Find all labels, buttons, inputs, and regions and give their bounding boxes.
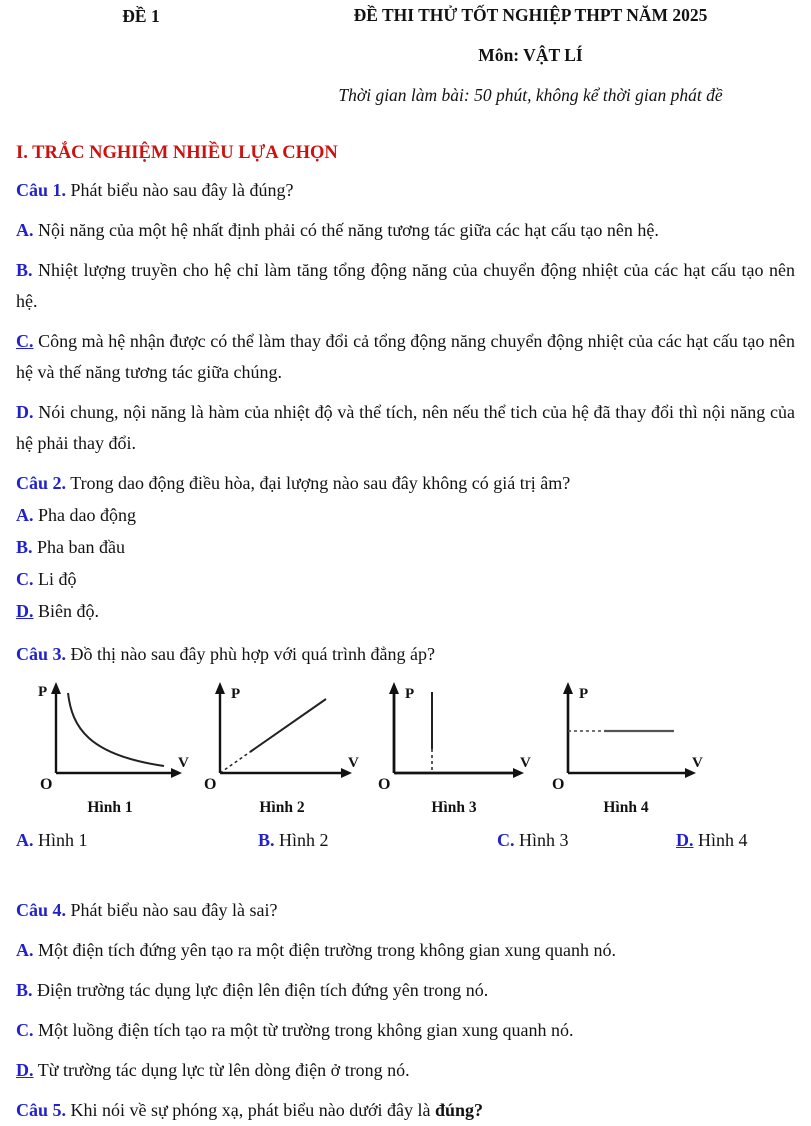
option-d-text: Từ trường tác dụng lực từ lên dòng điện ở trong nó.	[37, 1060, 410, 1080]
question-4-option-d	[16, 1055, 795, 1086]
question-3	[16, 639, 795, 856]
option-a-label: A.	[16, 220, 34, 240]
pv-graph-vertical-line	[374, 681, 546, 793]
spacer	[16, 856, 795, 886]
option-c-label: C.	[16, 331, 34, 351]
option-c-label: C.	[16, 1020, 34, 1040]
origin-label: O	[204, 776, 217, 793]
option-c-label: C.	[16, 569, 34, 589]
exam-header-center	[266, 4, 795, 106]
option-d-label: D.	[16, 402, 34, 422]
question-1-option-d	[16, 397, 795, 459]
v-axis-label: V	[692, 755, 703, 771]
question-4-option-b	[16, 975, 795, 1006]
question-2-option-a	[16, 500, 795, 531]
option-a-label: A.	[16, 830, 34, 850]
isotherm-curve	[68, 693, 164, 766]
question-5	[16, 1095, 795, 1126]
question-1-option-c	[16, 326, 795, 388]
question-3-stem: Đồ thị nào sau đây phù hợp với quá trình đẳng áp?	[70, 644, 435, 664]
option-d-text: Hình 4	[698, 830, 748, 850]
exam-subject: Môn: VẬT LÍ	[478, 45, 583, 65]
option-b-text: Hình 2	[279, 830, 329, 850]
question-4-text	[16, 895, 795, 926]
question-1-stem: Phát biểu nào sau đây là đúng?	[70, 180, 294, 200]
v-axis-label: V	[348, 755, 359, 771]
question-3-option-c	[497, 825, 676, 856]
v-axis-label: V	[178, 755, 189, 771]
option-b-text: Điện trường tác dụng lực điện lên điện tích đứng yên trong nó.	[37, 980, 489, 1000]
question-2-option-b	[16, 532, 795, 563]
option-b-label: B.	[16, 537, 33, 557]
pv-graph-hyperbola	[30, 681, 202, 793]
option-a-text: Hình 1	[38, 830, 88, 850]
question-2-text	[16, 468, 795, 499]
figure-caption: Hình 3	[431, 799, 477, 816]
option-b-text: Nhiệt lượng truyền cho hệ chỉ làm tăng tổng động năng của chuyển động nhiệt của các hạt cấu tạo nên hệ.	[16, 260, 795, 311]
option-c-label: C.	[497, 830, 515, 850]
option-a-label: A.	[16, 940, 34, 960]
origin-label: O	[378, 776, 391, 793]
question-2-stem: Trong dao động điều hòa, đại lượng nào sau đây không có giá trị âm?	[70, 473, 571, 493]
question-3-option-b	[258, 825, 497, 856]
figure-hinh-2	[202, 681, 374, 817]
option-d-label: D.	[676, 830, 694, 850]
option-b-label: B.	[16, 260, 33, 280]
option-d-text: Nói chung, nội năng là hàm của nhiệt độ và thể tích, nên nếu thể tich của hệ đã thay đổi thì nội năng của hệ phải thay đổi.	[16, 402, 795, 453]
question-4-stem: Phát biểu nào sau đây là sai?	[70, 900, 278, 920]
question-5-text	[16, 1095, 795, 1126]
option-c-text: Hình 3	[519, 830, 569, 850]
figure-hinh-1	[30, 681, 202, 817]
exam-time-note: Thời gian làm bài: 50 phút, không kể thời gian phát đề	[338, 85, 723, 105]
p-axis-label: P	[405, 686, 415, 702]
question-2-option-c	[16, 564, 795, 595]
line-solid-segment	[250, 699, 326, 752]
option-b-text: Pha ban đầu	[37, 537, 125, 557]
p-axis-label: P	[38, 684, 48, 700]
question-1-text	[16, 175, 795, 206]
question-5-stem-bold: đúng?	[434, 1100, 484, 1120]
pv-graph-horizontal-line	[546, 681, 718, 793]
option-b-label: B.	[16, 980, 33, 1000]
option-a-text: Một điện tích đứng yên tạo ra một điện trường trong không gian xung quanh nó.	[38, 940, 616, 960]
question-3-option-a	[16, 825, 258, 856]
figure-row	[16, 681, 795, 817]
option-c-text: Một luồng điện tích tạo ra một từ trường trong không gian xung quanh nó.	[38, 1020, 574, 1040]
section-heading: I. TRẮC NGHIỆM NHIỀU LỰA CHỌN	[16, 143, 338, 163]
origin-label: O	[552, 776, 565, 793]
option-a-text: Pha dao động	[38, 505, 136, 525]
origin-label: O	[40, 776, 53, 793]
option-a-label: A.	[16, 505, 34, 525]
question-3-option-d	[676, 825, 795, 856]
question-5-stem: Khi nói về sự phóng xạ, phát biểu nào dưới đây là	[70, 1100, 431, 1120]
p-axis-label: P	[231, 686, 241, 702]
question-4-label: Câu 4.	[16, 900, 67, 920]
question-2-options	[16, 500, 795, 627]
question-2	[16, 468, 795, 627]
option-d-text: Biên độ.	[38, 601, 99, 621]
question-1-option-b	[16, 255, 795, 317]
option-c-text: Công mà hệ nhận được có thể làm thay đổi cả tổng động năng chuyển động nhiệt của các hạt cấu tạo nên hệ và thế năng tương tác giữa chúng.	[16, 331, 795, 382]
question-4-option-a	[16, 935, 795, 966]
option-a-text: Nội năng của một hệ nhất định phải có thế năng tương tác giữa các hạt cấu tạo nên hệ.	[38, 220, 659, 240]
option-b-label: B.	[258, 830, 275, 850]
figure-hinh-3	[374, 681, 546, 817]
question-4-option-c	[16, 1015, 795, 1046]
question-1	[16, 175, 795, 459]
figure-hinh-4	[546, 681, 718, 817]
question-1-option-a	[16, 215, 795, 246]
figure-caption: Hình 4	[603, 799, 649, 816]
figure-caption: Hình 2	[259, 799, 305, 816]
question-1-label: Câu 1.	[16, 180, 67, 200]
line-dashed-segment	[220, 752, 250, 773]
question-2-option-d	[16, 596, 795, 627]
option-d-label: D.	[16, 601, 34, 621]
question-4	[16, 895, 795, 1086]
exam-title: ĐỀ THI THỬ TỐT NGHIỆP THPT NĂM 2025	[353, 5, 708, 25]
v-axis-label: V	[520, 755, 531, 771]
question-5-label: Câu 5.	[16, 1100, 67, 1120]
question-3-options	[16, 825, 795, 856]
exam-header	[16, 4, 795, 106]
option-c-text: Li độ	[38, 569, 77, 589]
question-2-label: Câu 2.	[16, 473, 67, 493]
figure-caption: Hình 1	[87, 799, 133, 816]
question-3-text	[16, 639, 795, 670]
question-3-label: Câu 3.	[16, 644, 67, 664]
exam-code: ĐỀ 1	[122, 6, 160, 26]
option-d-label: D.	[16, 1060, 34, 1080]
p-axis-label: P	[579, 686, 589, 702]
pv-graph-line-through-origin	[202, 681, 374, 793]
